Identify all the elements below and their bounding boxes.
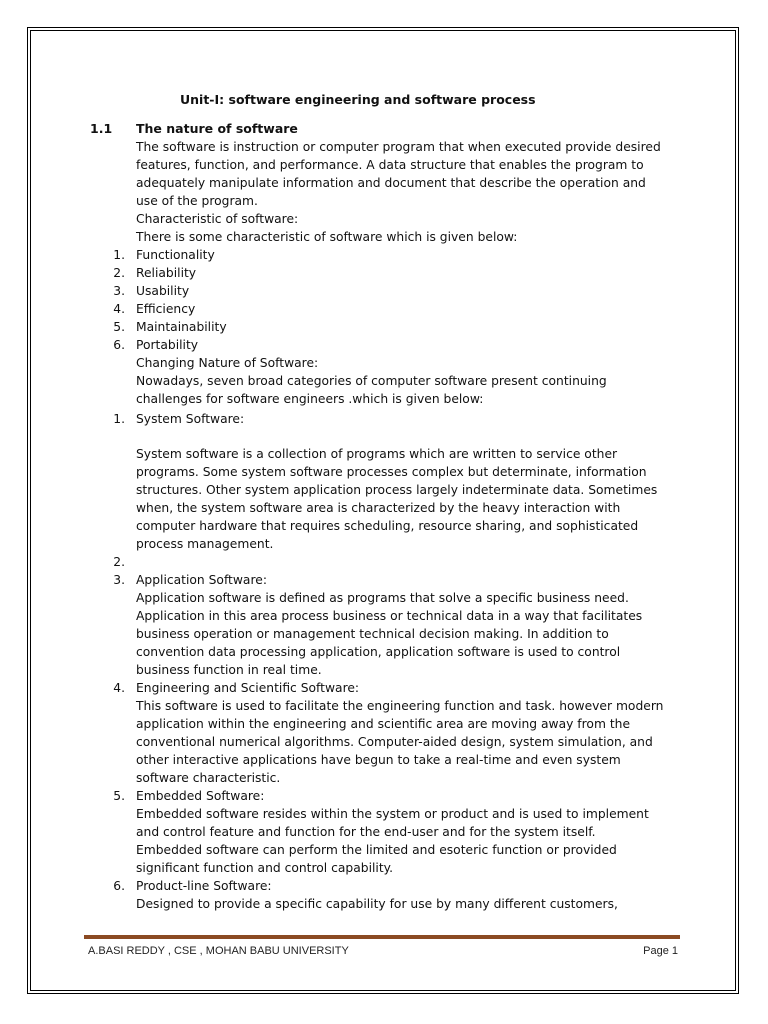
paragraph-line: other interactive applications have begun to take a real-time and even system <box>136 753 621 767</box>
list-item: Functionality <box>136 248 215 262</box>
page-number: Page 1 <box>643 945 678 957</box>
category-heading: Product-line Software: <box>136 879 272 893</box>
changing-line: Nowadays, seven broad categories of computer software present continuing <box>136 374 607 388</box>
paragraph-line: convention data processing application, application software is used to control <box>136 645 621 659</box>
section-title: The nature of software <box>136 121 298 136</box>
list-number: 4. <box>113 302 125 316</box>
category-heading: Embedded Software: <box>136 789 265 803</box>
list-number: 3. <box>113 284 125 298</box>
intro-line: features, function, and performance. A data structure that enables the program to <box>136 158 644 172</box>
list-item: Reliability <box>136 266 197 280</box>
paragraph-line: Designed to provide a specific capability for use by many different customers, <box>136 897 618 911</box>
paragraph-line: Embedded software resides within the system or product and is used to implement <box>136 807 649 821</box>
changing-line: Changing Nature of Software: <box>136 356 319 370</box>
paragraph-line: conventional numerical algorithms. Computer-aided design, system simulation, and <box>136 735 653 749</box>
section-number: 1.1 <box>90 121 113 136</box>
paragraph-line: programs. Some system software processes complex but determinate, information <box>136 465 647 479</box>
list-number: 1. <box>113 248 125 262</box>
category-number: 1. <box>113 412 125 426</box>
paragraph-line: structures. Other system application process largely indeterminate data. Sometimes <box>136 483 658 497</box>
intro-line: The software is instruction or computer program that when executed provide desired <box>136 140 661 154</box>
category-heading: Application Software: <box>136 573 267 587</box>
paragraph-line: significant function and control capability. <box>136 861 394 875</box>
footer-rule <box>84 935 680 939</box>
paragraph-line: System software is a collection of programs which are written to service other <box>136 447 618 461</box>
intro-line: adequately manipulate information and document that describe the operation and <box>136 176 646 190</box>
paragraph-line: Application in this area process business or technical data in a way that facilitates <box>136 609 643 623</box>
category-number: 4. <box>113 681 125 695</box>
page-title: Unit-I: software engineering and software process <box>180 92 536 107</box>
category-number: 2. <box>113 555 125 569</box>
list-number: 5. <box>113 320 125 334</box>
category-heading: System Software: <box>136 412 245 426</box>
paragraph-line: process management. <box>136 537 274 551</box>
paragraph-line: Embedded software can perform the limited and esoteric function or provided <box>136 843 617 857</box>
intro-line: There is some characteristic of software which is given below: <box>136 230 518 244</box>
paragraph-line: computer hardware that requires scheduling, resource sharing, and sophisticated <box>136 519 639 533</box>
category-heading: Engineering and Scientific Software: <box>136 681 360 695</box>
intro-line: Characteristic of software: <box>136 212 299 226</box>
paragraph-line: business operation or management technical decision making. In addition to <box>136 627 609 641</box>
list-number: 2. <box>113 266 125 280</box>
list-item: Portability <box>136 338 199 352</box>
list-number: 6. <box>113 338 125 352</box>
list-item: Efficiency <box>136 302 196 316</box>
footer-author: A.BASI REDDY , CSE , MOHAN BABU UNIVERSITY <box>88 945 349 957</box>
list-item: Usability <box>136 284 190 298</box>
category-number: 6. <box>113 879 125 893</box>
paragraph-line: This software is used to facilitate the engineering function and task. however modern <box>136 699 664 713</box>
intro-line: use of the program. <box>136 194 258 208</box>
category-number: 5. <box>113 789 125 803</box>
paragraph-line: business function in real time. <box>136 663 322 677</box>
list-item: Maintainability <box>136 320 227 334</box>
changing-line: challenges for software engineers .which is given below: <box>136 392 484 406</box>
paragraph-line: application within the engineering and scientific area are moving away from the <box>136 717 631 731</box>
paragraph-line: when, the system software area is characterized by the heavy interaction with <box>136 501 621 515</box>
paragraph-line: Application software is defined as programs that solve a specific business need. <box>136 591 629 605</box>
category-number: 3. <box>113 573 125 587</box>
paragraph-line: software characteristic. <box>136 771 281 785</box>
paragraph-line: and control feature and function for the end-user and for the system itself. <box>136 825 596 839</box>
